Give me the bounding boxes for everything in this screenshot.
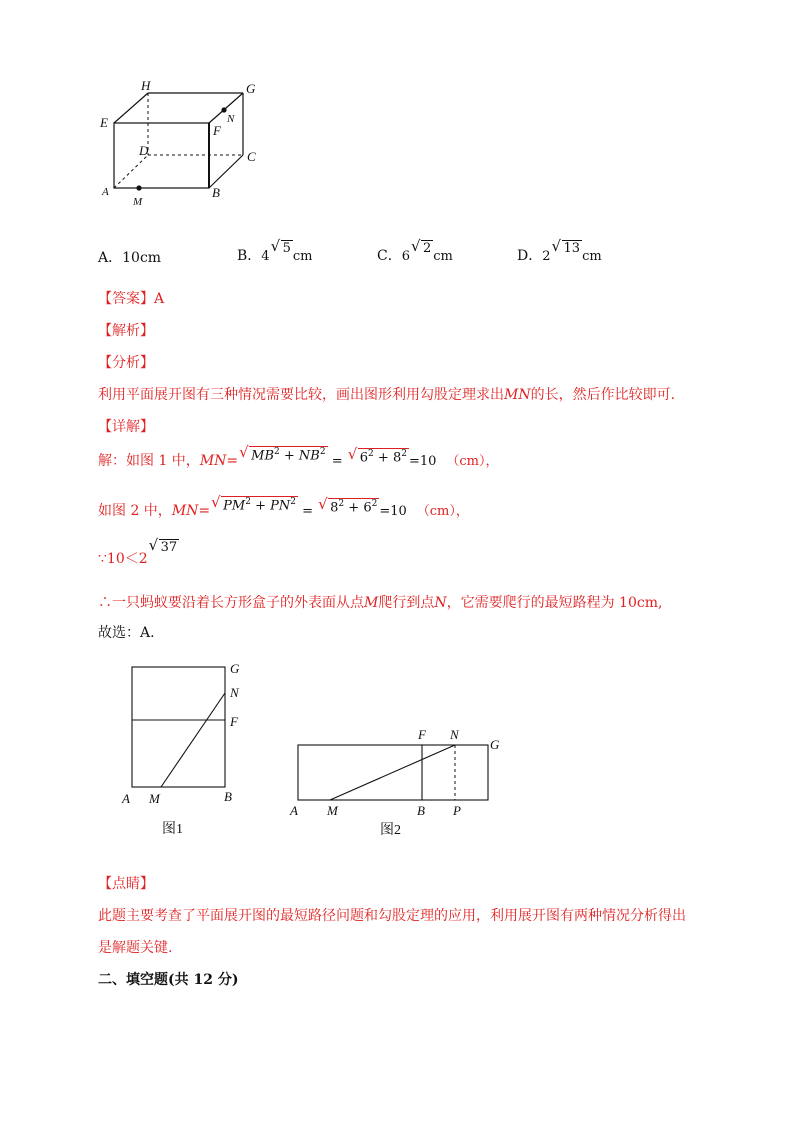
label-c: C <box>247 149 256 164</box>
conclusion-line: ∴一只蚂蚁要沿着长方形盒子的外表面从点M爬行到点N，它需要爬行的最短路程为 10cm, <box>98 595 663 611</box>
unfold-figure-2 <box>285 725 510 845</box>
fig2-label-p: P <box>453 803 461 818</box>
answer-line: 【答案】A <box>98 291 165 307</box>
option-c: C．6√ 2cm <box>377 245 453 265</box>
point-n <box>221 107 226 112</box>
label-a: A <box>102 186 109 198</box>
option-b: B．4√ 5cm <box>237 245 312 265</box>
fig2-label-n: N <box>450 727 459 742</box>
step1-line: 解：如图 1 中，MN=√ $MB^2 + NB^2$ = √ $6^2 + 8^2=10$ （cm）， <box>98 450 499 470</box>
label-n: N <box>227 113 235 125</box>
summary-line-1: 此题主要考查了平面展开图的最短路径问题和勾股定理的应用，利用展开图有两种情况分析得出 <box>98 908 686 924</box>
fig1-label-g: G <box>230 661 240 676</box>
label-h: H <box>141 78 151 93</box>
fig2-label-f: F <box>418 727 426 742</box>
fig2-label-g: G <box>490 737 500 752</box>
fig2-label-m: M <box>327 803 338 818</box>
choose-line: 故选：A. <box>98 625 155 641</box>
option-a: A．10cm <box>98 250 162 266</box>
label-m: M <box>133 196 143 208</box>
fenxi-heading: 【分析】 <box>98 355 154 371</box>
unfold-figure-1 <box>118 660 248 840</box>
jiexi-heading: 【解析】 <box>98 323 154 339</box>
label-g: G <box>246 81 256 96</box>
label-d: D <box>139 143 149 158</box>
fig2-label-a: A <box>290 803 298 818</box>
section-heading: 二、填空题(共 12 分) <box>98 972 239 988</box>
xiangjie-heading: 【详解】 <box>98 419 154 435</box>
fig2-label-b: B <box>417 803 425 818</box>
analysis-text: 利用平面展开图有三种情况需要比较，画出图形利用勾股定理求出MN的长，然后作比较即可. <box>98 387 676 403</box>
option-d: D．2√ 13cm <box>517 245 602 265</box>
fig1-label-f: F <box>230 714 238 729</box>
label-b: B <box>212 185 220 200</box>
dianjing-heading: 【点睛】 <box>98 876 154 892</box>
step2-line: 如图 2 中，MN=√ $PM^2 + PN^2$ = √ $8^2 + 6^2=10$ （cm）， <box>98 500 469 520</box>
fig1-label-a: A <box>122 791 130 806</box>
summary-line-2: 是解题关键. <box>98 940 173 956</box>
fig2-caption: 图2 <box>380 823 401 838</box>
fig1-label-n: N <box>230 685 239 700</box>
fig1-caption: 图1 <box>162 822 183 837</box>
label-f: F <box>213 123 221 138</box>
label-e: E <box>100 115 108 130</box>
fig1-label-m: M <box>149 791 160 806</box>
fig1-label-b: B <box>224 789 232 804</box>
step3-line: ∵10＜2√ 37 <box>98 548 179 568</box>
cuboid-figure <box>95 75 270 215</box>
point-m <box>136 185 141 190</box>
